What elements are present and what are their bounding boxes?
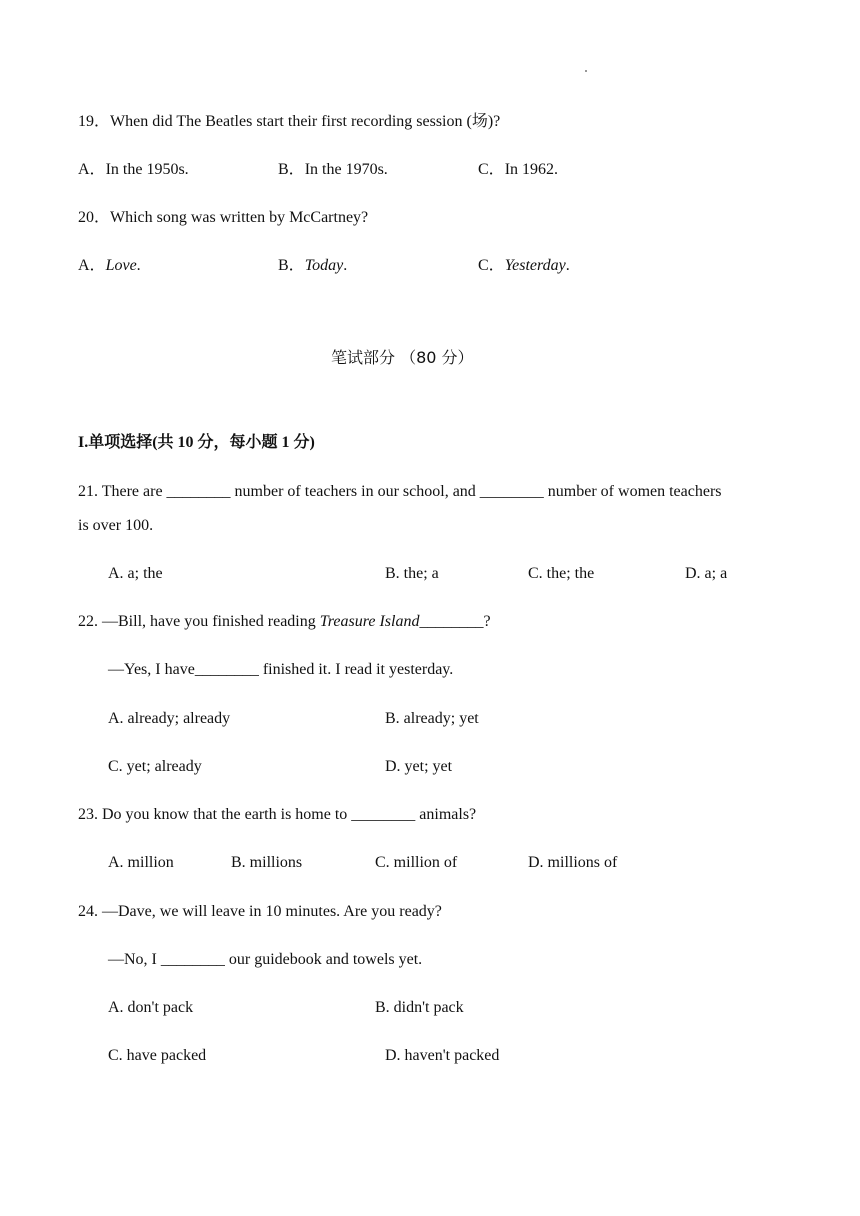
question-24-text: 24. —Dave, we will leave in 10 minutes. Are you ready? — [78, 903, 442, 920]
q23-option-b[interactable]: B. millions — [231, 854, 303, 871]
q19-option-a-label: A． — [78, 161, 106, 178]
question-22-reply: —Yes, I have________ finished it. I read it yesterday. — [108, 661, 454, 678]
q20-option-c-label: C． — [478, 257, 505, 274]
q20-option-b-label: B． — [278, 257, 305, 274]
q22-book-title: Treasure Island — [319, 613, 420, 630]
q20-option-a-label: A． — [78, 257, 106, 274]
q20-option-c-text: Yesterday — [504, 257, 566, 274]
q19-option-a-text: In the 1950s. — [105, 161, 189, 178]
q22-option-a[interactable]: A. already; already — [108, 710, 231, 727]
question-22-text — [78, 612, 491, 632]
question-21-line-2: is over 100. — [78, 517, 154, 534]
q21-option-a[interactable]: A. a; the — [108, 565, 163, 582]
q19-option-a[interactable] — [78, 160, 189, 180]
q19-option-c-text: In 1962. — [504, 161, 559, 178]
question-23-text: 23. Do you know that the earth is home to ________ animals? — [78, 806, 477, 823]
q19-option-b[interactable] — [278, 160, 388, 180]
page-mark-dot — [585, 70, 587, 72]
q22-prefix: 22. —Bill, have you finished reading — [78, 613, 320, 630]
q20-option-a[interactable] — [78, 256, 141, 276]
question-21-line-1: 21. There are ________ number of teachers in our school, and ________ number of women teachers — [78, 483, 722, 500]
q22-suffix: ________? — [419, 613, 491, 630]
q23-option-a[interactable]: A. million — [108, 854, 174, 871]
question-20-text: 20．Which song was written by McCartney? — [78, 209, 369, 226]
q19-option-b-label: B． — [278, 161, 305, 178]
q20-option-b[interactable] — [278, 256, 347, 276]
q20-option-c-period: . — [565, 257, 570, 274]
q23-option-d[interactable]: D. millions of — [528, 854, 618, 871]
q19-option-c[interactable] — [478, 160, 558, 180]
q20-option-b-text: Today — [304, 257, 344, 274]
q22-option-b[interactable]: B. already; yet — [385, 710, 479, 727]
q20-option-a-period: . — [136, 257, 141, 274]
q21-option-c[interactable]: C. the; the — [528, 565, 595, 582]
q19-option-c-label: C． — [478, 161, 505, 178]
q22-option-d[interactable]: D. yet; yet — [385, 758, 453, 775]
q19-option-b-text: In the 1970s. — [304, 161, 388, 178]
q24-option-b[interactable]: B. didn't pack — [375, 999, 464, 1016]
question-24-reply: —No, I ________ our guidebook and towels yet. — [108, 951, 423, 968]
q20-option-a-text: Love — [105, 257, 137, 274]
section-1-title: I.单项选择(共 10 分，每小题 1 分) — [78, 434, 315, 451]
written-section-title: 笔试部分 （80 分） — [331, 348, 474, 367]
question-19-text: 19．When did The Beatles start their first recording session (场)? — [78, 113, 501, 130]
q24-option-d[interactable]: D. haven't packed — [385, 1047, 500, 1064]
q24-option-c[interactable]: C. have packed — [108, 1047, 207, 1064]
q22-option-c[interactable]: C. yet; already — [108, 758, 202, 775]
q24-option-a[interactable]: A. don't pack — [108, 999, 194, 1016]
q21-option-b[interactable]: B. the; a — [385, 565, 439, 582]
q23-option-c[interactable]: C. million of — [375, 854, 458, 871]
q20-option-c[interactable] — [478, 256, 570, 276]
q20-option-b-period: . — [343, 257, 348, 274]
q21-option-d[interactable]: D. a; a — [685, 565, 728, 582]
